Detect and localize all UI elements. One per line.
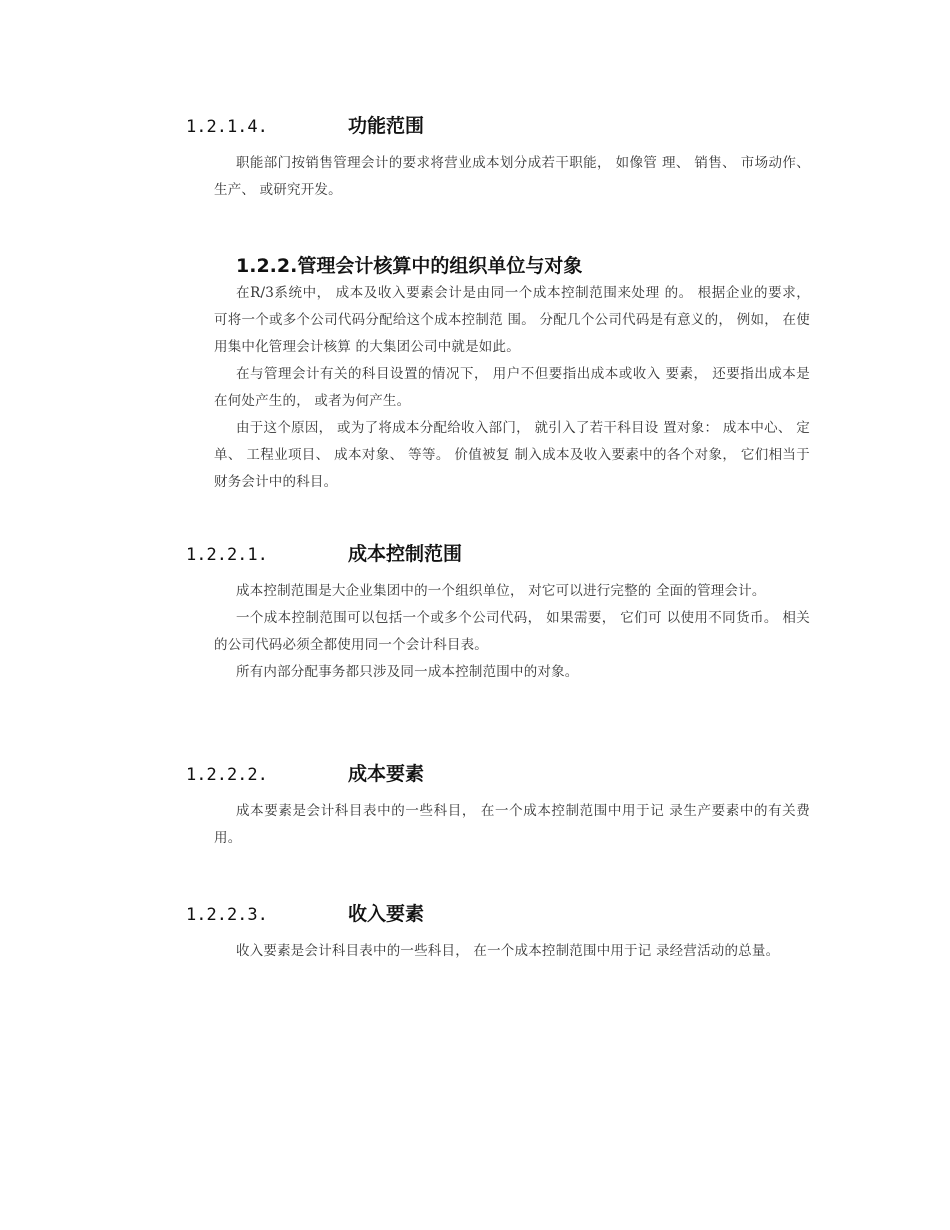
section-heading-1-2-2-1	[186, 542, 462, 567]
paragraph: 职能部门按销售管理会计的要求将营业成本划分成若干职能， 如像管 理、 销售、 市场动作、 生产、 或研究开发。	[214, 155, 810, 198]
section-title: 收入要素	[348, 903, 425, 925]
section-heading-1-2-2-2	[186, 762, 424, 787]
section-heading-1-2-1-4	[186, 114, 424, 139]
paragraph: 一个成本控制范围可以包括一个或多个公司代码， 如果需要， 它们可 以使用不同货币。 相关的公司代码必须全都使用同一个会计科目表。	[214, 610, 810, 653]
section-title: 功能范围	[348, 115, 425, 137]
paragraph: 由于这个原因， 或为了将成本分配给收入部门， 就引入了若干科目设 置对象： 成本中心、 定单、 工程业项目、 成本对象、 等等。 价值被复 制入成本及收入要素中的各个对象， 它们相当于财务会计中的科目。	[214, 420, 810, 490]
section-number: 1.2.2.1.	[186, 545, 268, 565]
paragraph: 在R/3系统中， 成本及收入要素会计是由同一个成本控制范围来处理 的。 根据企业的要求， 可将一个或多个公司代码分配给这个成本控制范 围。 分配几个公司代码是有意义的， 例如， 在使用集中化管理会计核算 的大集团公司中就是如此。	[214, 285, 810, 355]
section-number: 1.2.2.2.	[186, 765, 268, 785]
section-body-1-2-2-2	[214, 798, 810, 852]
paragraph: 在与管理会计有关的科目设置的情况下， 用户不但要指出成本或收入 要素， 还要指出成本是在何处产生的， 或者为何产生。	[214, 366, 810, 409]
section-body-1-2-2	[214, 280, 810, 496]
paragraph: 所有内部分配事务都只涉及同一成本控制范围中的对象。	[236, 664, 579, 680]
section-body-1-2-1-4	[214, 150, 810, 204]
section-title: 成本控制范围	[348, 543, 463, 565]
section-body-1-2-2-1	[214, 578, 810, 686]
section-number: 1.2.2.3.	[186, 905, 268, 925]
paragraph: 成本要素是会计科目表中的一些科目， 在一个成本控制范围中用于记 录生产要素中的有关费用。	[214, 803, 810, 846]
section-title: 成本要素	[348, 763, 425, 785]
paragraph: 成本控制范围是大企业集团中的一个组织单位， 对它可以进行完整的 全面的管理会计。	[236, 583, 766, 599]
section-heading-1-2-2: 1.2.2.管理会计核算中的组织单位与对象	[236, 255, 583, 277]
section-heading-1-2-2-3	[186, 902, 424, 927]
section-number: 1.2.1.4.	[186, 117, 268, 137]
section-body-1-2-2-3	[214, 938, 810, 965]
paragraph: 收入要素是会计科目表中的一些科目， 在一个成本控制范围中用于记 录经营活动的总量。	[236, 943, 780, 959]
